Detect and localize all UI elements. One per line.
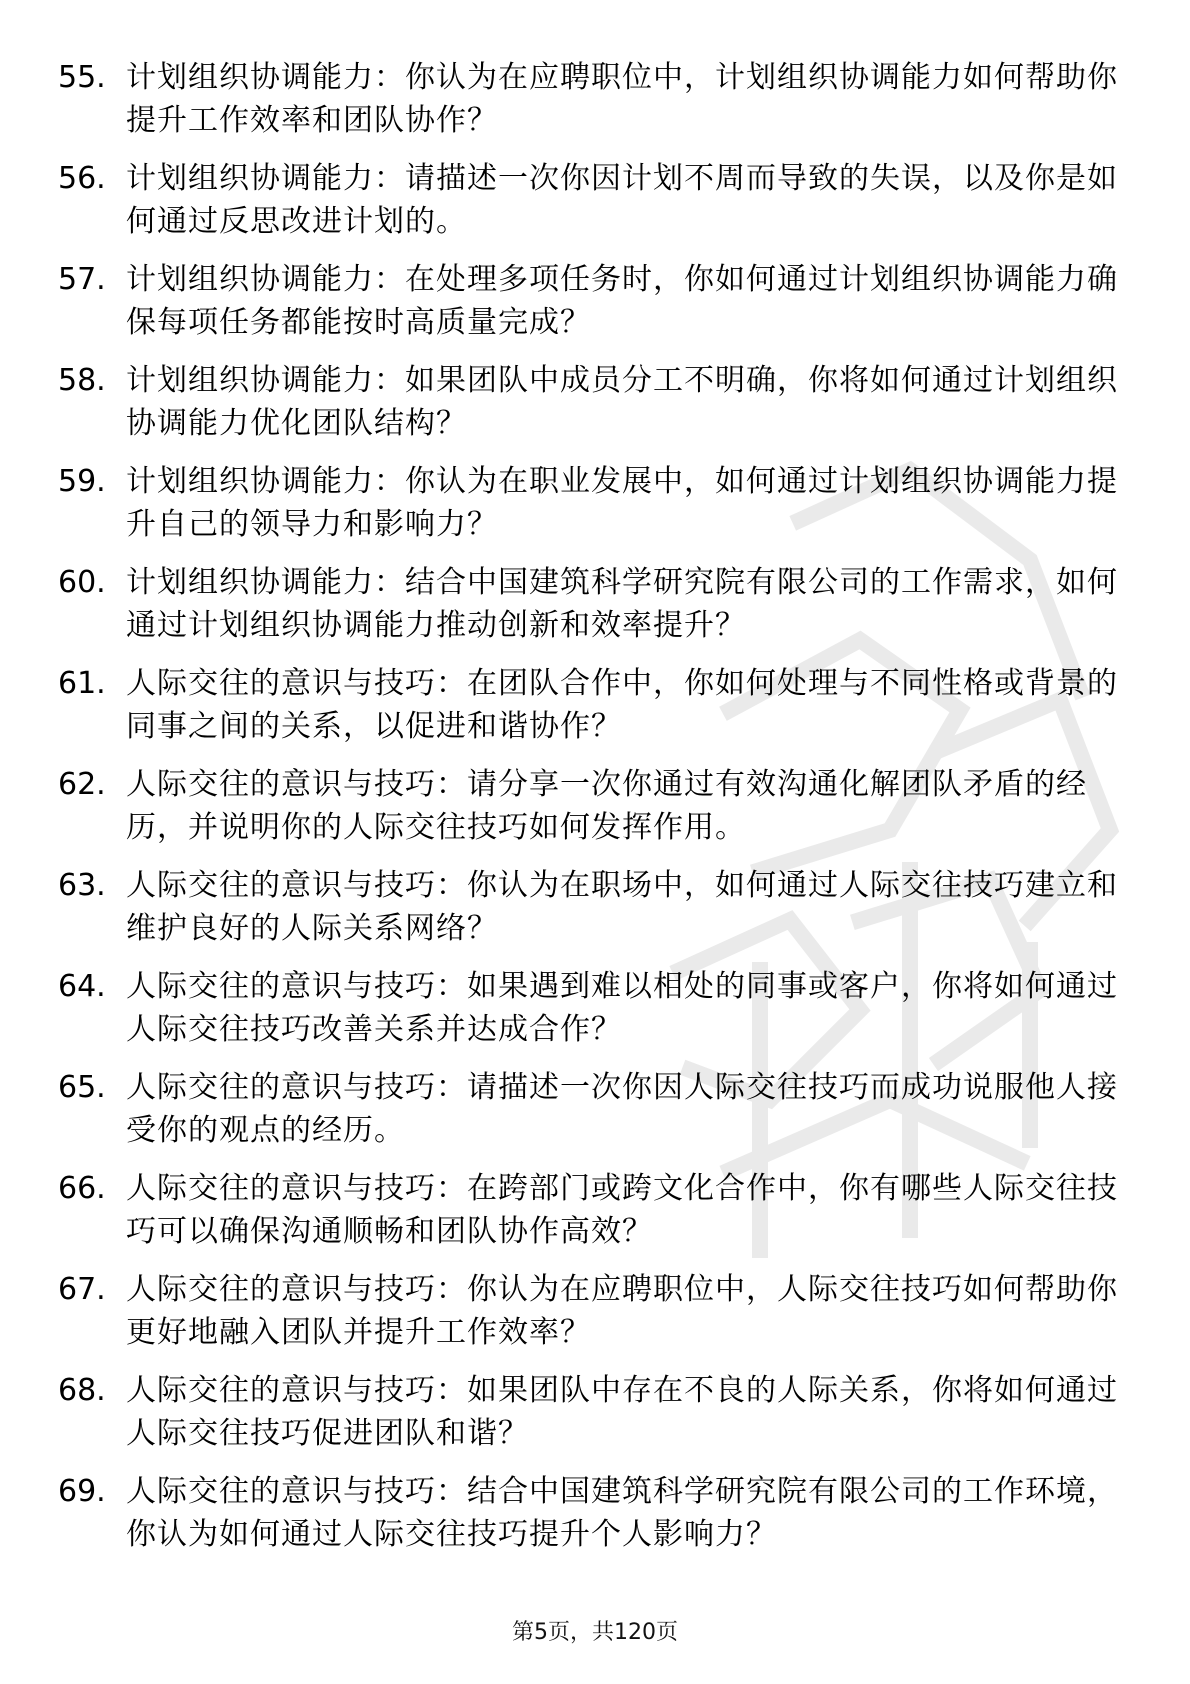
question-text: 计划组织协调能力：在处理多项任务时，你如何通过计划组织协调能力确保每项任务都能按时高质量完成？ — [126, 262, 1118, 340]
question-number: 55. — [58, 60, 106, 95]
question-text: 人际交往的意识与技巧：在团队合作中，你如何处理与不同性格或背景的同事之间的关系，以促进和谐协作？ — [126, 666, 1118, 744]
question-number: 56. — [58, 161, 106, 196]
list-item — [58, 864, 1118, 965]
list-item — [58, 258, 1118, 359]
question-number: 69. — [58, 1474, 106, 1509]
question-text: 人际交往的意识与技巧：在跨部门或跨文化合作中，你有哪些人际交往技巧可以确保沟通顺畅和团队协作高效？ — [126, 1171, 1118, 1249]
question-number: 59. — [58, 464, 106, 499]
list-item — [58, 460, 1118, 561]
question-number: 67. — [58, 1272, 106, 1307]
question-number: 63. — [58, 868, 106, 903]
list-item — [58, 157, 1118, 258]
question-text: 计划组织协调能力：你认为在应聘职位中，计划组织协调能力如何帮助你提升工作效率和团队协作？ — [126, 60, 1118, 138]
list-item — [58, 1066, 1118, 1167]
list-item — [58, 1470, 1118, 1571]
question-number: 64. — [58, 969, 106, 1004]
question-number: 60. — [58, 565, 106, 600]
question-text: 人际交往的意识与技巧：如果团队中存在不良的人际关系，你将如何通过人际交往技巧促进团队和谐？ — [126, 1373, 1118, 1451]
question-number: 68. — [58, 1373, 106, 1408]
list-item — [58, 763, 1118, 864]
list-item — [58, 965, 1118, 1066]
question-number: 62. — [58, 767, 106, 802]
question-number: 61. — [58, 666, 106, 701]
page-number-label: 第5页，共120页 — [512, 1620, 678, 1645]
question-text: 人际交往的意识与技巧：请分享一次你通过有效沟通化解团队矛盾的经历，并说明你的人际交往技巧如何发挥作用。 — [126, 767, 1087, 845]
list-item — [58, 359, 1118, 460]
question-text: 计划组织协调能力：你认为在职业发展中，如何通过计划组织协调能力提升自己的领导力和影响力？ — [126, 464, 1118, 542]
question-text: 人际交往的意识与技巧：你认为在应聘职位中，人际交往技巧如何帮助你更好地融入团队并提升工作效率？ — [126, 1272, 1118, 1350]
question-text: 计划组织协调能力：如果团队中成员分工不明确，你将如何通过计划组织协调能力优化团队结构？ — [126, 363, 1118, 441]
list-item — [58, 1369, 1118, 1470]
list-item — [58, 56, 1118, 157]
question-text: 人际交往的意识与技巧：如果遇到难以相处的同事或客户，你将如何通过人际交往技巧改善关系并达成合作？ — [126, 969, 1118, 1047]
question-number: 65. — [58, 1070, 106, 1105]
list-item — [58, 1167, 1118, 1268]
question-number: 66. — [58, 1171, 106, 1206]
question-number: 58. — [58, 363, 106, 398]
list-item — [58, 561, 1118, 662]
question-text: 人际交往的意识与技巧：你认为在职场中，如何通过人际交往技巧建立和维护良好的人际关系网络？ — [126, 868, 1118, 946]
list-item — [58, 662, 1118, 763]
question-text: 计划组织协调能力：结合中国建筑科学研究院有限公司的工作需求，如何通过计划组织协调能力推动创新和效率提升？ — [126, 565, 1118, 643]
question-list — [58, 56, 1118, 1571]
question-text: 计划组织协调能力：请描述一次你因计划不周而导致的失误，以及你是如何通过反思改进计划的。 — [126, 161, 1118, 239]
question-text: 人际交往的意识与技巧：结合中国建筑科学研究院有限公司的工作环境，你认为如何通过人际交往技巧提升个人影响力？ — [126, 1474, 1118, 1552]
list-item — [58, 1268, 1118, 1369]
question-text: 人际交往的意识与技巧：请描述一次你因人际交往技巧而成功说服他人接受你的观点的经历。 — [126, 1070, 1118, 1148]
question-number: 57. — [58, 262, 106, 297]
